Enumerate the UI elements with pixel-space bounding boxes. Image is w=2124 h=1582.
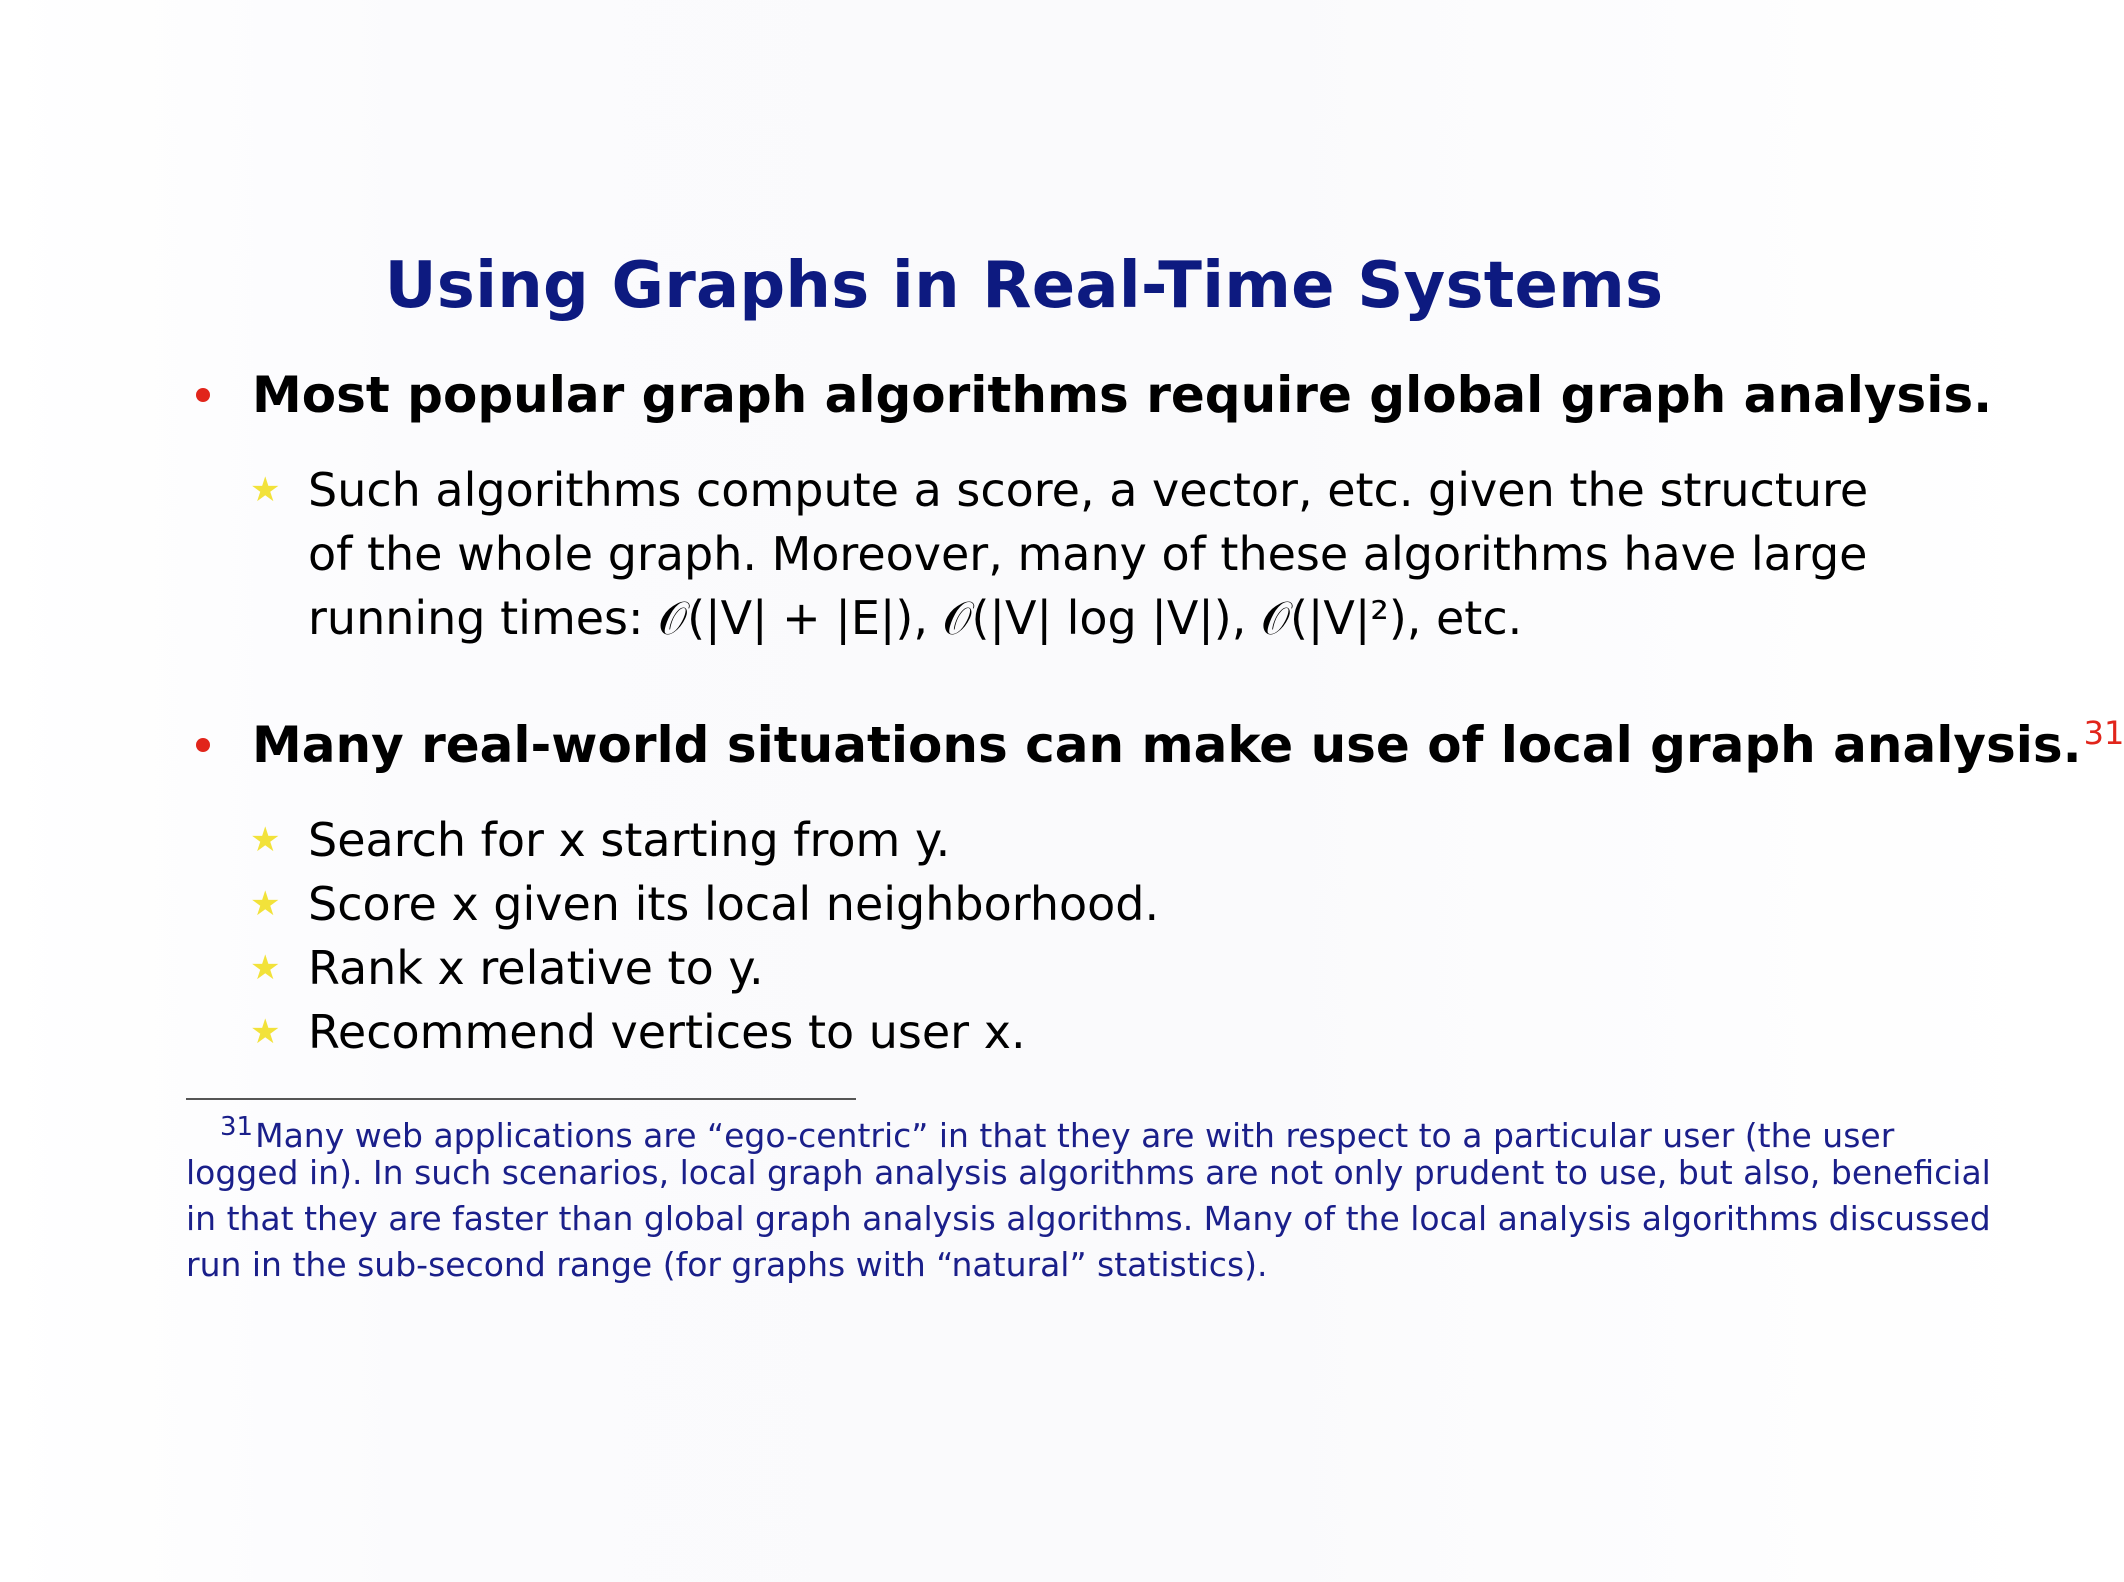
yellow-star-icon: ★ xyxy=(250,948,281,988)
subitem-text: Search for x starting from y. xyxy=(308,813,951,867)
subitem-paragraph xyxy=(308,458,1869,650)
yellow-star-icon: ★ xyxy=(250,470,281,510)
footnote-reference[interactable]: 31 xyxy=(2083,714,2124,753)
subitem-text: Rank x relative to y. xyxy=(308,941,764,995)
paragraph-line: Such algorithms compute a score, a vector, etc. given the structure xyxy=(308,463,1869,517)
paragraph-line: of the whole graph. Moreover, many of these algorithms have large xyxy=(308,527,1868,581)
red-dot-bullet-icon xyxy=(196,388,210,402)
bullet-text: Most popular graph algorithms require global graph analysis. xyxy=(252,366,1993,424)
footnote-line xyxy=(186,1104,1895,1155)
bullet-text-content: Many real-world situations can make use of local graph analysis. xyxy=(252,716,2082,774)
footnote-divider xyxy=(186,1098,856,1100)
bullet-text xyxy=(252,714,2124,776)
footnote-line-text: Many web applications are “ego-centric” in that they are with respect to a particular user (the user xyxy=(255,1116,1895,1155)
footnote xyxy=(186,1104,1991,1288)
subitem-text: Recommend vertices to user x. xyxy=(308,1005,1026,1059)
yellow-star-icon: ★ xyxy=(250,1012,281,1052)
slide-title: Using Graphs in Real-Time Systems xyxy=(384,249,1664,323)
subitem-text: Score x given its local neighborhood. xyxy=(308,877,1160,931)
red-dot-bullet-icon xyxy=(196,738,210,752)
yellow-star-icon: ★ xyxy=(250,820,281,860)
yellow-star-icon: ★ xyxy=(250,884,281,924)
footnote-line: in that they are faster than global graph analysis algorithms. Many of the local analysis algorithms discussed xyxy=(186,1199,1991,1238)
footnote-line: logged in). In such scenarios, local graph analysis algorithms are not only prudent to use, but also, beneficial xyxy=(186,1153,1991,1192)
footnote-number: 31 xyxy=(220,1112,254,1142)
paragraph-line: running times: 𝒪(|V| + |E|), 𝒪(|V| log |V|), 𝒪(|V|²), etc. xyxy=(308,591,1523,645)
footnote-line: run in the sub-second range (for graphs with “natural” statistics). xyxy=(186,1245,1268,1284)
